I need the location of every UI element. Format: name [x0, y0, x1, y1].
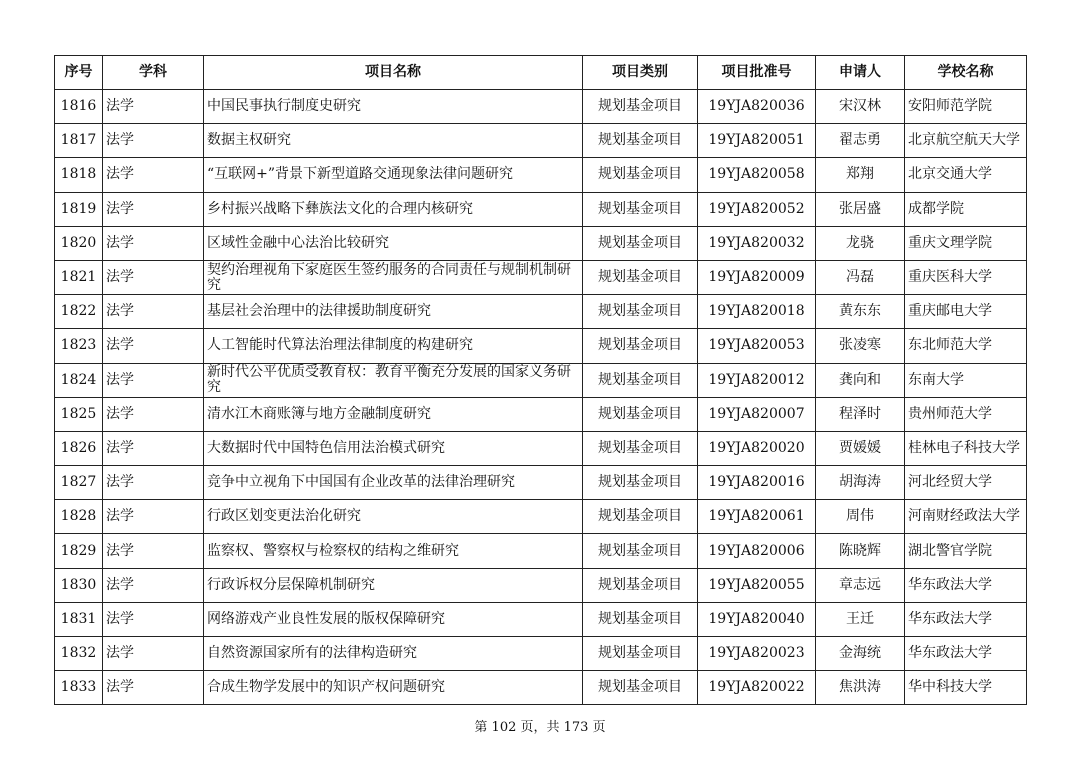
project-type-cell: 规划基金项目 — [583, 363, 698, 397]
project-type-cell: 规划基金项目 — [583, 90, 698, 124]
approval-number-cell: 19YJA820007 — [698, 397, 816, 431]
applicant-cell: 郑翔 — [816, 158, 905, 192]
project-name-cell: 行政诉权分层保障机制研究 — [204, 568, 583, 602]
header-project-name: 项目名称 — [204, 56, 583, 90]
serial-cell: 1817 — [55, 124, 103, 158]
subject-cell: 法学 — [103, 466, 204, 500]
subject-cell: 法学 — [103, 637, 204, 671]
project-type-cell: 规划基金项目 — [583, 124, 698, 158]
school-cell: 河南财经政法大学 — [905, 500, 1027, 534]
school-cell: 重庆文理学院 — [905, 226, 1027, 260]
approval-number-cell: 19YJA820051 — [698, 124, 816, 158]
serial-cell: 1820 — [55, 226, 103, 260]
school-cell: 河北经贸大学 — [905, 466, 1027, 500]
project-type-cell: 规划基金项目 — [583, 568, 698, 602]
subject-cell: 法学 — [103, 295, 204, 329]
school-cell: 华东政法大学 — [905, 637, 1027, 671]
serial-cell: 1831 — [55, 602, 103, 636]
table-row — [55, 431, 1027, 465]
table-row — [55, 226, 1027, 260]
page-footer: 第 102 页，共 173 页 — [474, 720, 606, 735]
subject-cell: 法学 — [103, 124, 204, 158]
serial-cell: 1818 — [55, 158, 103, 192]
table-row — [55, 192, 1027, 226]
project-type-cell: 规划基金项目 — [583, 602, 698, 636]
table-row — [55, 329, 1027, 363]
serial-cell: 1824 — [55, 363, 103, 397]
project-name-cell: 人工智能时代算法治理法律制度的构建研究 — [204, 329, 583, 363]
school-cell: 华东政法大学 — [905, 568, 1027, 602]
table-row — [55, 363, 1027, 397]
project-table — [54, 55, 1027, 705]
project-name-cell: 监察权、警察权与检察权的结构之维研究 — [204, 534, 583, 568]
school-cell: 安阳师范学院 — [905, 90, 1027, 124]
project-type-cell: 规划基金项目 — [583, 637, 698, 671]
subject-cell: 法学 — [103, 329, 204, 363]
project-type-cell: 规划基金项目 — [583, 329, 698, 363]
applicant-cell: 程泽时 — [816, 397, 905, 431]
approval-number-cell: 19YJA820061 — [698, 500, 816, 534]
project-name-cell: 中国民事执行制度史研究 — [204, 90, 583, 124]
header-project-type: 项目类别 — [583, 56, 698, 90]
project-type-cell: 规划基金项目 — [583, 226, 698, 260]
project-name-cell: 合成生物学发展中的知识产权问题研究 — [204, 671, 583, 705]
subject-cell: 法学 — [103, 534, 204, 568]
project-name-cell: 清水江木商账簿与地方金融制度研究 — [204, 397, 583, 431]
school-cell: 北京航空航天大学 — [905, 124, 1027, 158]
approval-number-cell: 19YJA820018 — [698, 295, 816, 329]
school-cell: 贵州师范大学 — [905, 397, 1027, 431]
approval-number-cell: 19YJA820020 — [698, 431, 816, 465]
subject-cell: 法学 — [103, 671, 204, 705]
serial-cell: 1828 — [55, 500, 103, 534]
project-type-cell: 规划基金项目 — [583, 397, 698, 431]
subject-cell: 法学 — [103, 568, 204, 602]
approval-number-cell: 19YJA820022 — [698, 671, 816, 705]
project-name-cell: “互联网+”背景下新型道路交通现象法律问题研究 — [204, 158, 583, 192]
project-name-cell: 契约治理视角下家庭医生签约服务的合同责任与规制机制研究 — [204, 260, 583, 294]
approval-number-cell: 19YJA820040 — [698, 602, 816, 636]
table-row — [55, 124, 1027, 158]
applicant-cell: 章志远 — [816, 568, 905, 602]
applicant-cell: 冯磊 — [816, 260, 905, 294]
project-name-cell: 大数据时代中国特色信用法治模式研究 — [204, 431, 583, 465]
table-row — [55, 260, 1027, 294]
serial-cell: 1830 — [55, 568, 103, 602]
approval-number-cell: 19YJA820052 — [698, 192, 816, 226]
project-name-cell: 行政区划变更法治化研究 — [204, 500, 583, 534]
project-name-cell: 基层社会治理中的法律援助制度研究 — [204, 295, 583, 329]
serial-cell: 1832 — [55, 637, 103, 671]
serial-cell: 1833 — [55, 671, 103, 705]
subject-cell: 法学 — [103, 90, 204, 124]
approval-number-cell: 19YJA820032 — [698, 226, 816, 260]
applicant-cell: 黄东东 — [816, 295, 905, 329]
project-type-cell: 规划基金项目 — [583, 534, 698, 568]
applicant-cell: 贾媛媛 — [816, 431, 905, 465]
serial-cell: 1816 — [55, 90, 103, 124]
approval-number-cell: 19YJA820053 — [698, 329, 816, 363]
approval-number-cell: 19YJA820016 — [698, 466, 816, 500]
header-serial: 序号 — [55, 56, 103, 90]
header-row — [55, 56, 1027, 90]
subject-cell: 法学 — [103, 192, 204, 226]
table-row — [55, 158, 1027, 192]
serial-cell: 1822 — [55, 295, 103, 329]
table-header — [55, 56, 1027, 90]
project-type-cell: 规划基金项目 — [583, 466, 698, 500]
school-cell: 北京交通大学 — [905, 158, 1027, 192]
applicant-cell: 金海统 — [816, 637, 905, 671]
header-subject: 学科 — [103, 56, 204, 90]
school-cell: 华东政法大学 — [905, 602, 1027, 636]
table-row — [55, 534, 1027, 568]
subject-cell: 法学 — [103, 158, 204, 192]
project-type-cell: 规划基金项目 — [583, 500, 698, 534]
header-approval-number: 项目批准号 — [698, 56, 816, 90]
subject-cell: 法学 — [103, 226, 204, 260]
table-row — [55, 397, 1027, 431]
school-cell: 东南大学 — [905, 363, 1027, 397]
approval-number-cell: 19YJA820036 — [698, 90, 816, 124]
project-name-cell: 自然资源国家所有的法律构造研究 — [204, 637, 583, 671]
school-cell: 湖北警官学院 — [905, 534, 1027, 568]
subject-cell: 法学 — [103, 363, 204, 397]
school-cell: 桂林电子科技大学 — [905, 431, 1027, 465]
approval-number-cell: 19YJA820055 — [698, 568, 816, 602]
table-row — [55, 671, 1027, 705]
table-row — [55, 568, 1027, 602]
serial-cell: 1823 — [55, 329, 103, 363]
project-name-cell: 数据主权研究 — [204, 124, 583, 158]
project-type-cell: 规划基金项目 — [583, 260, 698, 294]
table-row — [55, 90, 1027, 124]
applicant-cell: 胡海涛 — [816, 466, 905, 500]
project-type-cell: 规划基金项目 — [583, 158, 698, 192]
school-cell: 成都学院 — [905, 192, 1027, 226]
applicant-cell: 翟志勇 — [816, 124, 905, 158]
applicant-cell: 焦洪涛 — [816, 671, 905, 705]
school-cell: 重庆医科大学 — [905, 260, 1027, 294]
approval-number-cell: 19YJA820006 — [698, 534, 816, 568]
project-name-cell: 乡村振兴战略下彝族法文化的合理内核研究 — [204, 192, 583, 226]
applicant-cell: 龚向和 — [816, 363, 905, 397]
project-name-cell: 竞争中立视角下中国国有企业改革的法律治理研究 — [204, 466, 583, 500]
serial-cell: 1827 — [55, 466, 103, 500]
subject-cell: 法学 — [103, 602, 204, 636]
project-name-cell: 新时代公平优质受教育权：教育平衡充分发展的国家义务研究 — [204, 363, 583, 397]
approval-number-cell: 19YJA820058 — [698, 158, 816, 192]
table-row — [55, 466, 1027, 500]
table-body — [55, 90, 1027, 705]
serial-cell: 1819 — [55, 192, 103, 226]
applicant-cell: 王迁 — [816, 602, 905, 636]
subject-cell: 法学 — [103, 260, 204, 294]
school-cell: 东北师范大学 — [905, 329, 1027, 363]
subject-cell: 法学 — [103, 397, 204, 431]
project-type-cell: 规划基金项目 — [583, 431, 698, 465]
school-cell: 重庆邮电大学 — [905, 295, 1027, 329]
table-row — [55, 602, 1027, 636]
serial-cell: 1825 — [55, 397, 103, 431]
applicant-cell: 龙骁 — [816, 226, 905, 260]
project-name-cell: 网络游戏产业良性发展的版权保障研究 — [204, 602, 583, 636]
applicant-cell: 周伟 — [816, 500, 905, 534]
approval-number-cell: 19YJA820009 — [698, 260, 816, 294]
applicant-cell: 陈晓辉 — [816, 534, 905, 568]
table-row — [55, 295, 1027, 329]
subject-cell: 法学 — [103, 431, 204, 465]
project-type-cell: 规划基金项目 — [583, 192, 698, 226]
table-row — [55, 637, 1027, 671]
approval-number-cell: 19YJA820023 — [698, 637, 816, 671]
applicant-cell: 张凌寒 — [816, 329, 905, 363]
project-name-cell: 区域性金融中心法治比较研究 — [204, 226, 583, 260]
table-row — [55, 500, 1027, 534]
header-applicant: 申请人 — [816, 56, 905, 90]
serial-cell: 1826 — [55, 431, 103, 465]
project-type-cell: 规划基金项目 — [583, 671, 698, 705]
serial-cell: 1821 — [55, 260, 103, 294]
applicant-cell: 张居盛 — [816, 192, 905, 226]
project-type-cell: 规划基金项目 — [583, 295, 698, 329]
serial-cell: 1829 — [55, 534, 103, 568]
approval-number-cell: 19YJA820012 — [698, 363, 816, 397]
school-cell: 华中科技大学 — [905, 671, 1027, 705]
applicant-cell: 宋汉林 — [816, 90, 905, 124]
subject-cell: 法学 — [103, 500, 204, 534]
header-school: 学校名称 — [905, 56, 1027, 90]
